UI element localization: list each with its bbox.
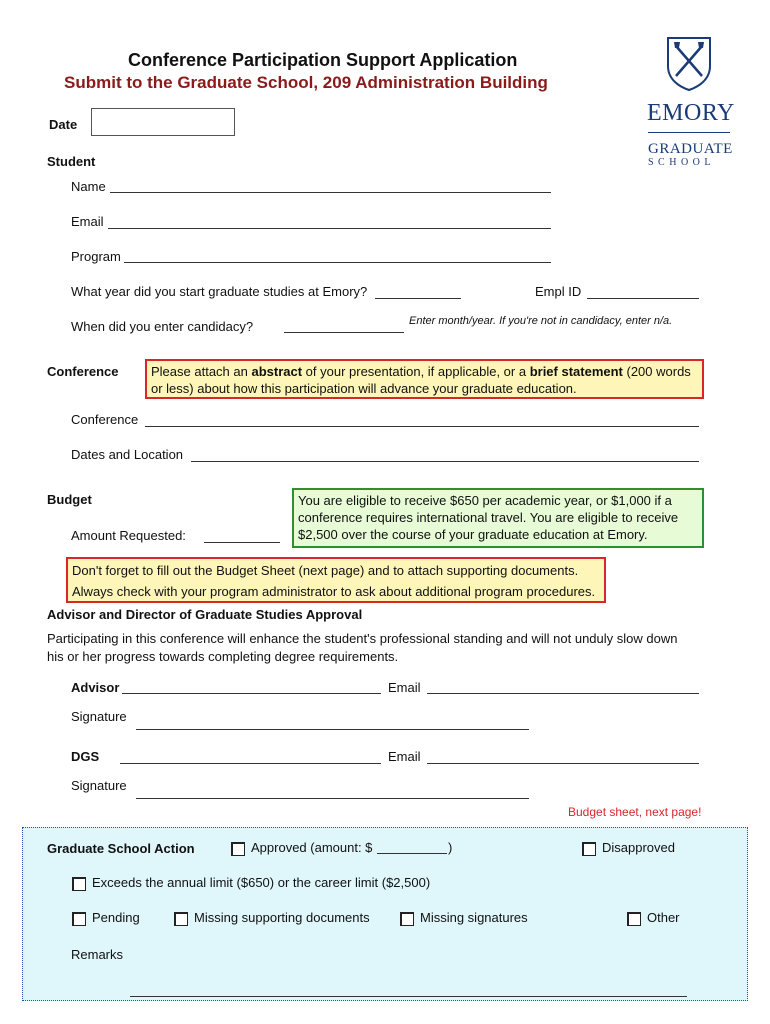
logo-school: S C H O O L bbox=[648, 157, 712, 168]
advisor-signature-field[interactable] bbox=[136, 729, 529, 730]
advisor-email-field[interactable] bbox=[427, 693, 699, 694]
logo-graduate: GRADUATE bbox=[648, 141, 733, 157]
advisor-email-label: Email bbox=[388, 680, 421, 695]
dgs-email-field[interactable] bbox=[427, 763, 699, 764]
logo-divider bbox=[648, 132, 730, 133]
dgs-signature-field[interactable] bbox=[136, 798, 529, 799]
dgs-name-field[interactable] bbox=[120, 763, 381, 764]
budget-reminder-line1: Don't forget to fill out the Budget Sheet (next page) and to attach supporting documents. bbox=[72, 563, 579, 578]
missing-signatures-label: Missing signatures bbox=[420, 910, 528, 925]
action-heading: Graduate School Action bbox=[47, 841, 195, 856]
name-field[interactable] bbox=[110, 192, 551, 193]
amount-requested-label: Amount Requested: bbox=[71, 528, 186, 543]
dgs-label: DGS bbox=[71, 749, 100, 764]
page-title: Conference Participation Support Application bbox=[128, 50, 518, 70]
program-label: Program bbox=[71, 249, 121, 264]
approval-statement: Participating in this conference will enhance the student's professional standing and will not unduly slow down his or her progress towards completing degree requirements. bbox=[47, 631, 678, 664]
advisor-name-field[interactable] bbox=[122, 693, 381, 694]
eligibility-notice: You are eligible to receive $650 per academic year, or $1,000 if a conference requires international travel. You are eligible to receive $2,500 over the course of your graduate education at Emory. bbox=[292, 488, 704, 548]
budget-sheet-note: Budget sheet, next page! bbox=[568, 805, 702, 819]
logo-emory: EMORY bbox=[647, 100, 735, 126]
other-label: Other bbox=[647, 910, 680, 925]
other-checkbox[interactable] bbox=[627, 912, 641, 926]
dgs-email-label: Email bbox=[388, 749, 421, 764]
remarks-label: Remarks bbox=[71, 947, 124, 962]
advisor-label: Advisor bbox=[71, 680, 120, 695]
approved-close: ) bbox=[448, 840, 453, 855]
emory-shield-icon bbox=[666, 36, 712, 92]
amount-requested-field[interactable] bbox=[204, 542, 280, 543]
empl-id-label: Empl ID bbox=[535, 284, 582, 299]
candidacy-hint: Enter month/year. If you're not in candidacy, enter n/a. bbox=[409, 315, 673, 327]
page-subtitle: Submit to the Graduate School, 209 Administration Building bbox=[64, 73, 548, 92]
approved-amount-field[interactable] bbox=[377, 853, 447, 854]
dates-location-field[interactable] bbox=[191, 461, 699, 462]
approved-checkbox[interactable] bbox=[231, 842, 245, 856]
date-field[interactable] bbox=[91, 108, 235, 136]
advisor-signature-label: Signature bbox=[71, 709, 127, 724]
exceeds-limit-checkbox[interactable] bbox=[72, 877, 86, 891]
disapproved-label: Disapproved bbox=[602, 840, 675, 855]
budget-reminder-line2: Always check with your program administrator to ask about additional program procedures. bbox=[72, 584, 596, 599]
budget-reminder bbox=[66, 557, 606, 603]
program-field[interactable] bbox=[124, 262, 551, 263]
name-label: Name bbox=[71, 179, 106, 194]
exceeds-limit-label: Exceeds the annual limit ($650) or the career limit ($2,500) bbox=[92, 875, 431, 890]
empl-id-field[interactable] bbox=[587, 298, 699, 299]
email-label: Email bbox=[71, 214, 104, 229]
candidacy-field[interactable] bbox=[284, 332, 404, 333]
date-label: Date bbox=[49, 117, 78, 132]
student-heading: Student bbox=[47, 154, 96, 169]
start-year-field[interactable] bbox=[375, 298, 461, 299]
missing-signatures-checkbox[interactable] bbox=[400, 912, 414, 926]
dgs-signature-label: Signature bbox=[71, 778, 127, 793]
pending-checkbox[interactable] bbox=[72, 912, 86, 926]
conference-name-field[interactable] bbox=[145, 426, 699, 427]
dates-location-label: Dates and Location bbox=[71, 447, 184, 462]
approved-label: Approved (amount: $ bbox=[251, 840, 373, 855]
missing-documents-label: Missing supporting documents bbox=[194, 910, 370, 925]
disapproved-checkbox[interactable] bbox=[582, 842, 596, 856]
candidacy-label: When did you enter candidacy? bbox=[71, 319, 254, 334]
budget-heading: Budget bbox=[47, 492, 92, 507]
abstract-notice: Please attach an abstract of your presentation, if applicable, or a brief statement (200 words or less) about how this participation will advance your graduate education. bbox=[145, 359, 704, 399]
missing-documents-checkbox[interactable] bbox=[174, 912, 188, 926]
start-year-label: What year did you start graduate studies at Emory? bbox=[71, 284, 368, 299]
pending-label: Pending bbox=[92, 910, 140, 925]
email-field[interactable] bbox=[108, 228, 551, 229]
approval-heading: Advisor and Director of Graduate Studies Approval bbox=[47, 607, 363, 622]
conference-heading: Conference bbox=[47, 364, 119, 379]
remarks-field[interactable] bbox=[130, 996, 687, 997]
conference-name-label: Conference bbox=[71, 412, 139, 427]
